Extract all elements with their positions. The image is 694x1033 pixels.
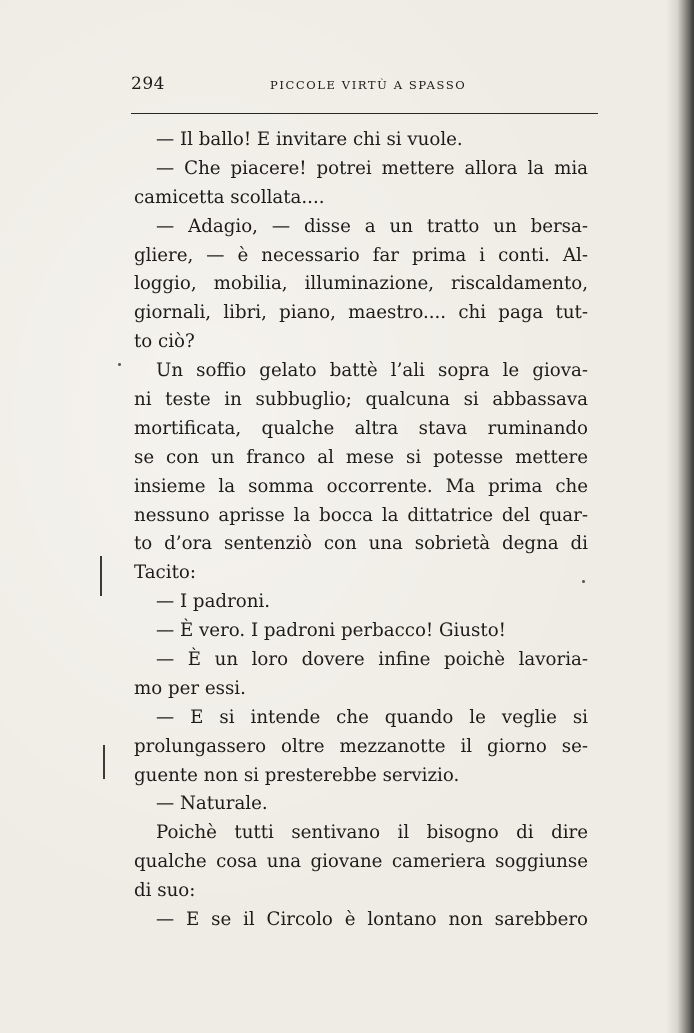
text-line: mortificata, qualche altra stava ruminando <box>134 417 588 439</box>
text-line: — È vero. I padroni perbacco! Giusto! <box>156 620 506 642</box>
text-line: — I padroni. <box>156 591 271 613</box>
text-line: — Il ballo! E invitare chi si vuole. <box>156 129 463 150</box>
header-rule <box>131 113 598 114</box>
print-speck <box>582 580 585 583</box>
text-line: — E se il Circolo è lontano non sarebbero <box>156 909 588 931</box>
margin-mark <box>103 745 105 779</box>
text-line: to d’ora sentenziò con una sobrietà degna di <box>134 533 588 555</box>
text-line: loggio, mobilia, illuminazione, riscaldamento, <box>134 273 588 295</box>
text-line: prolungassero oltre mezzanotte il giorno se- <box>134 735 588 757</box>
text-line: Un soffio gelato battè l’ali sopra le giova- <box>156 360 588 382</box>
text-line: di suo: <box>134 880 196 902</box>
text-line: mo per essi. <box>134 677 246 699</box>
text-line: giornali, libri, piano, maestro.... chi paga tut- <box>134 302 588 324</box>
text-line: insieme la somma occorrente. Ma prima che <box>134 475 588 497</box>
text-line: ni teste in subbuglio; qualcuna si abbassava <box>134 389 588 411</box>
text-line: — Che piacere! potrei mettere allora la mia <box>156 157 588 179</box>
text-line: qualche cosa una giovane cameriera soggiunse <box>134 851 588 873</box>
text-line: Tacito: <box>134 562 196 584</box>
text-line: to ciò? <box>134 331 195 353</box>
page-gutter-shadow <box>666 0 694 1033</box>
text-line: guente non si presterebbe servizio. <box>134 764 460 786</box>
text-line: — Adagio, — disse a un tratto un bersa- <box>156 215 588 237</box>
print-speck <box>118 363 121 366</box>
text-line: — È un loro dovere infine poichè lavoria- <box>156 649 588 671</box>
text-line: Poichè tutti sentivano il bisogno di dire <box>156 822 588 844</box>
margin-mark <box>100 556 102 596</box>
text-line: camicetta scollata.... <box>134 186 325 208</box>
text-line: — Naturale. <box>156 793 268 815</box>
text-line: nessuno aprisse la bocca la dittatrice del quar- <box>134 504 588 526</box>
page-header <box>131 74 598 98</box>
text-line: gliere, — è necessario far prima i conti. Al- <box>134 244 588 266</box>
text-line: — E si intende che quando le veglie si <box>156 706 588 728</box>
running-title: PICCOLE VIRTÙ A SPASSO <box>270 78 467 92</box>
body-text <box>134 126 588 935</box>
page-number: 294 <box>131 74 165 94</box>
text-line: se con un franco al mese si potesse mettere <box>134 446 588 468</box>
